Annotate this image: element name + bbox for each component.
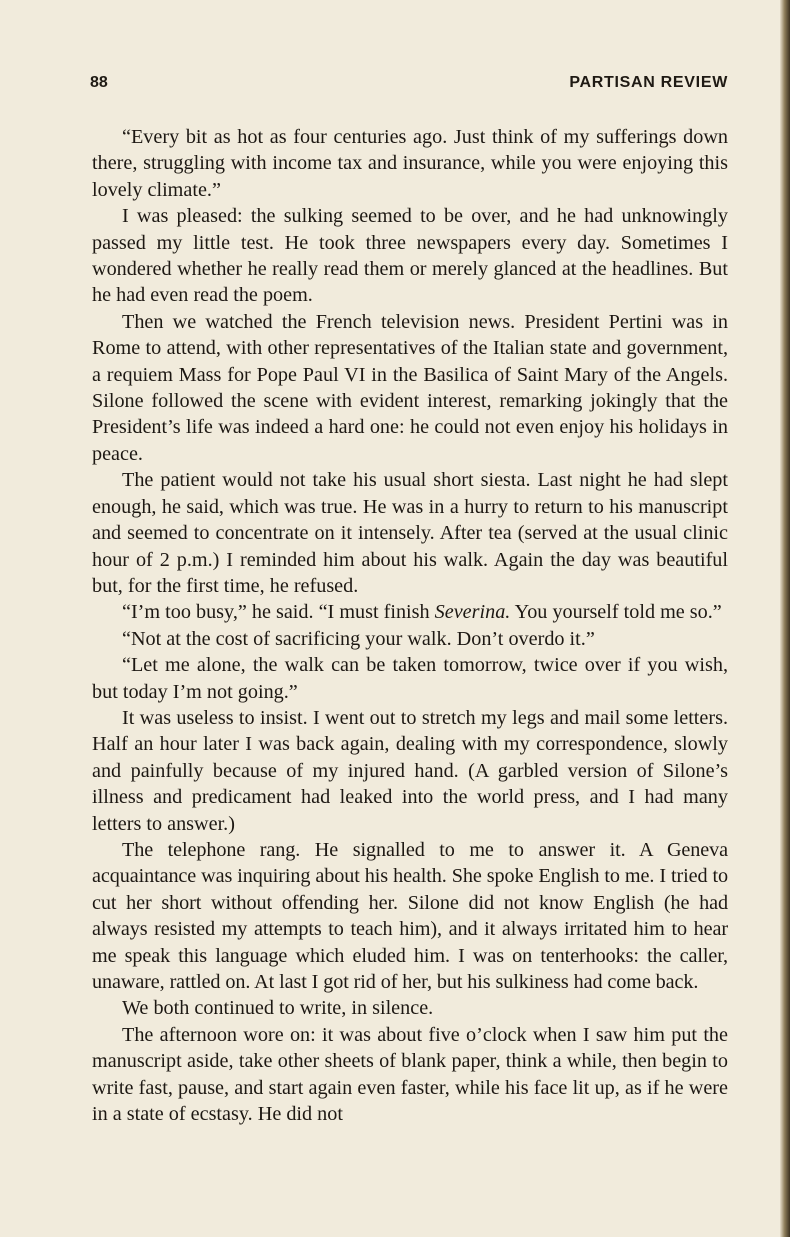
paragraph-5-start: “I’m too busy,” he said. “I must finish: [122, 601, 435, 624]
paragraph-6: “Not at the cost of sacrificing your walk. Don’t overdo it.”: [122, 627, 595, 650]
paragraph-11: The afternoon wore on: it was about five o’clock when I saw him put the manuscript aside, take other sheets of blank paper, think a while, then begin to write fast, pause, and start again even faster, while his face lit up, as if he were in a state of ecstasy. He did not: [92, 1023, 728, 1126]
book-title-severina: Severina.: [434, 601, 511, 624]
paragraph-3: Then we watched the French television news. President Pertini was in Rome to attend, with other representatives of the Italian state and government, a requiem Mass for Pope Paul VI in the Basilica of Saint Mary of the Angels. Silone followed the scene with evident interest, remarking jokingly that the President’s life was indeed a hard one: he could not even enjoy his holidays in peace.: [92, 310, 728, 465]
paragraph-8: It was useless to insist. I went out to stretch my legs and mail some letters. Half an hour later I was back again, dealing with my correspondence, slowly and painfully because of my injured hand. (A garbled version of Silone’s illness and predicament had leaked into the world press, and I had many letters to answer.): [92, 706, 728, 835]
paragraph-2: I was pleased: the sulking seemed to be over, and he had unknowingly passed my little test. He took three newspapers every day. Sometimes I wondered whether he really read them or merely glanced at the headlines. But he had even read the poem.: [92, 205, 728, 307]
running-head: PARTISAN REVIEW: [569, 74, 728, 91]
page-edge-shadow: [780, 0, 790, 1237]
paragraph-10: We both continued to write, in silence.: [122, 997, 434, 1020]
paragraph-5: [92, 599, 728, 625]
paragraph-9: The telephone rang. He signalled to me to answer it. A Geneva acquaintance was inquiring about his health. She spoke English to me. I tried to cut her short without offending her. Silone did not know English (he had always resisted my attempts to teach him), and it always irritated him to hear me speak this language which eluded him. I was on tenterhooks: the caller, unaware, rattled on. At last I got rid of her, but his sulkiness had come back.: [92, 838, 728, 993]
paragraph-7: “Let me alone, the walk can be taken tomorrow, twice over if you wish, but today I’m not going.”: [92, 654, 728, 703]
page-header: [90, 74, 728, 98]
paragraph-5-end: You yourself told me so.”: [510, 601, 722, 624]
paragraph-4: The patient would not take his usual short siesta. Last night he had slept enough, he said, which was true. He was in a hurry to return to his manuscript and seemed to concentrate on it intensely. After tea (served at the usual clinic hour of 2 p.m.) I reminded him about his walk. Again the day was beautiful but, for the first time, he refused.: [92, 469, 728, 597]
paragraph-1: “Every bit as hot as four centuries ago. Just think of my sufferings down there, struggling with income tax and insurance, while you were enjoying this lovely climate.”: [92, 126, 728, 201]
page-number: 88: [90, 74, 108, 91]
body-text: [92, 124, 728, 1127]
